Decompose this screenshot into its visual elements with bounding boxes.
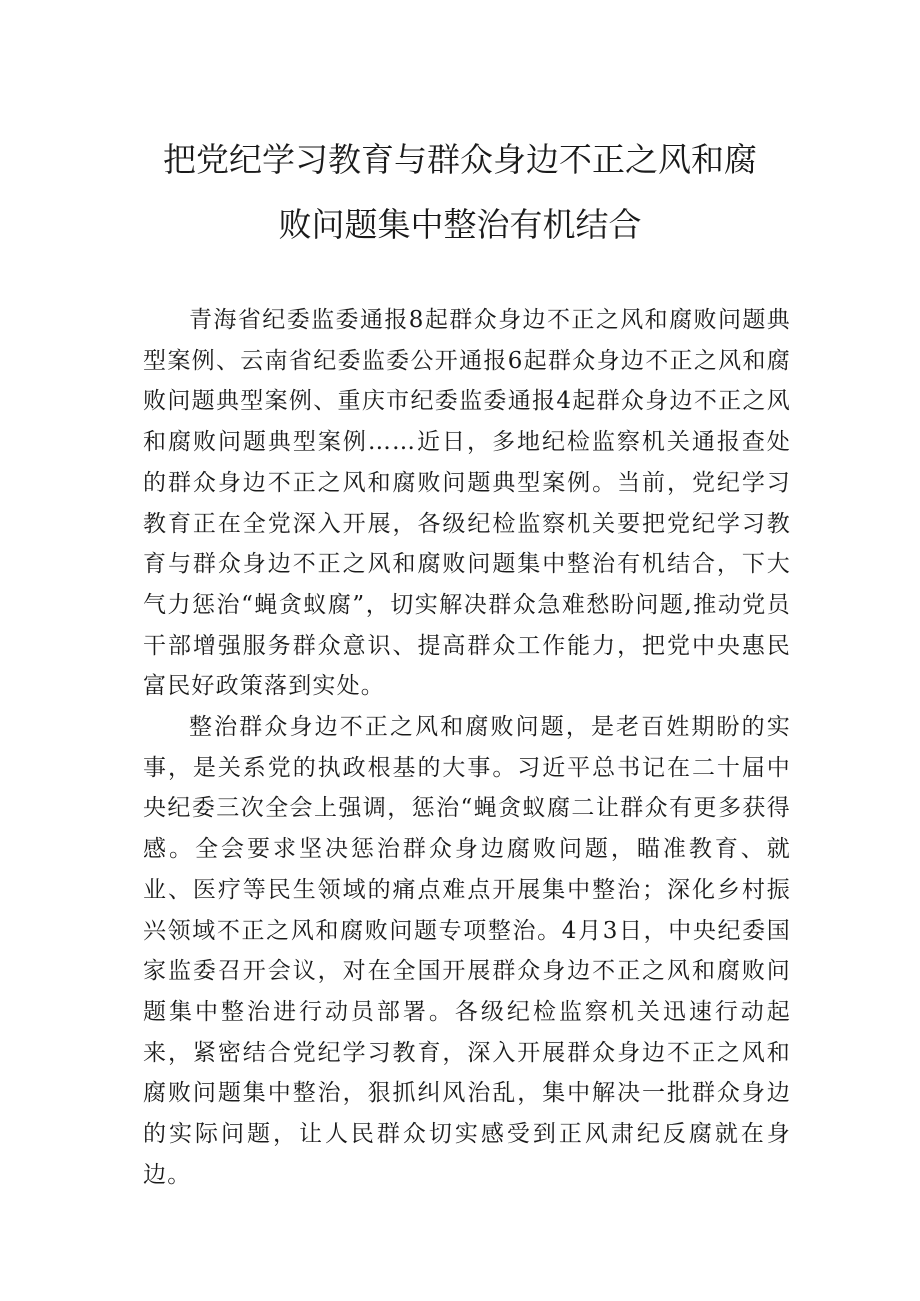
body-paragraph-1: 青海省纪委监委通报8起群众身边不正之风和腐败问题典型案例、云南省纪委监委公开通报6起群众身边不正之风和腐败问题典型案例、重庆市纪委监委通报4起群众身边不正之风和腐败问题典型案例……近日，多地纪检监察机关通报查处的群众身边不正之风和腐败问题典型案例。当前，党纪学习教育正在全党深入开展，各级纪检监察机关要把党纪学习教育与群众身边不正之风和腐败问题集中整治有机结合，下大气力惩治“蝇贪蚁腐”，切实解决群众急难愁盼问题,推动党员干部增强服务群众意识、提高群众工作能力，把党中央惠民富民好政策落到实处。 xyxy=(143,307,791,700)
body-paragraph-2: 整治群众身边不正之风和腐败问题，是老百姓期盼的实事，是关系党的执政根基的大事。习近平总书记在二十届中央纪委三次全会上强调，惩治“蝇贪蚁腐二让群众有更多获得感。全会要求坚决惩治群众身边腐败问题，瞄准教育、就业、医疗等民生领域的痛点难点开展集中整治；深化乡村振兴领域不正之风和腐败问题专项整治。4月3日，中央纪委国家监委召开会议，对在全国开展群众身边不正之风和腐败问题集中整治进行动员部署。各级纪检监察机关迅速行动起来，紧密结合党纪学习教育，深入开展群众身边不正之风和腐败问题集中整治，狠抓纠风治乱，集中解决一批群众身边的实际问题，让人民群众切实感受到正风肃纪反腐就在身边。 xyxy=(143,714,791,1188)
document-body xyxy=(143,300,791,1195)
document-title-line-1: 把党纪学习教育与群众身边不正之风和腐 xyxy=(163,140,757,179)
document-title-line-2: 败问题集中整治有机结合 xyxy=(278,205,642,244)
